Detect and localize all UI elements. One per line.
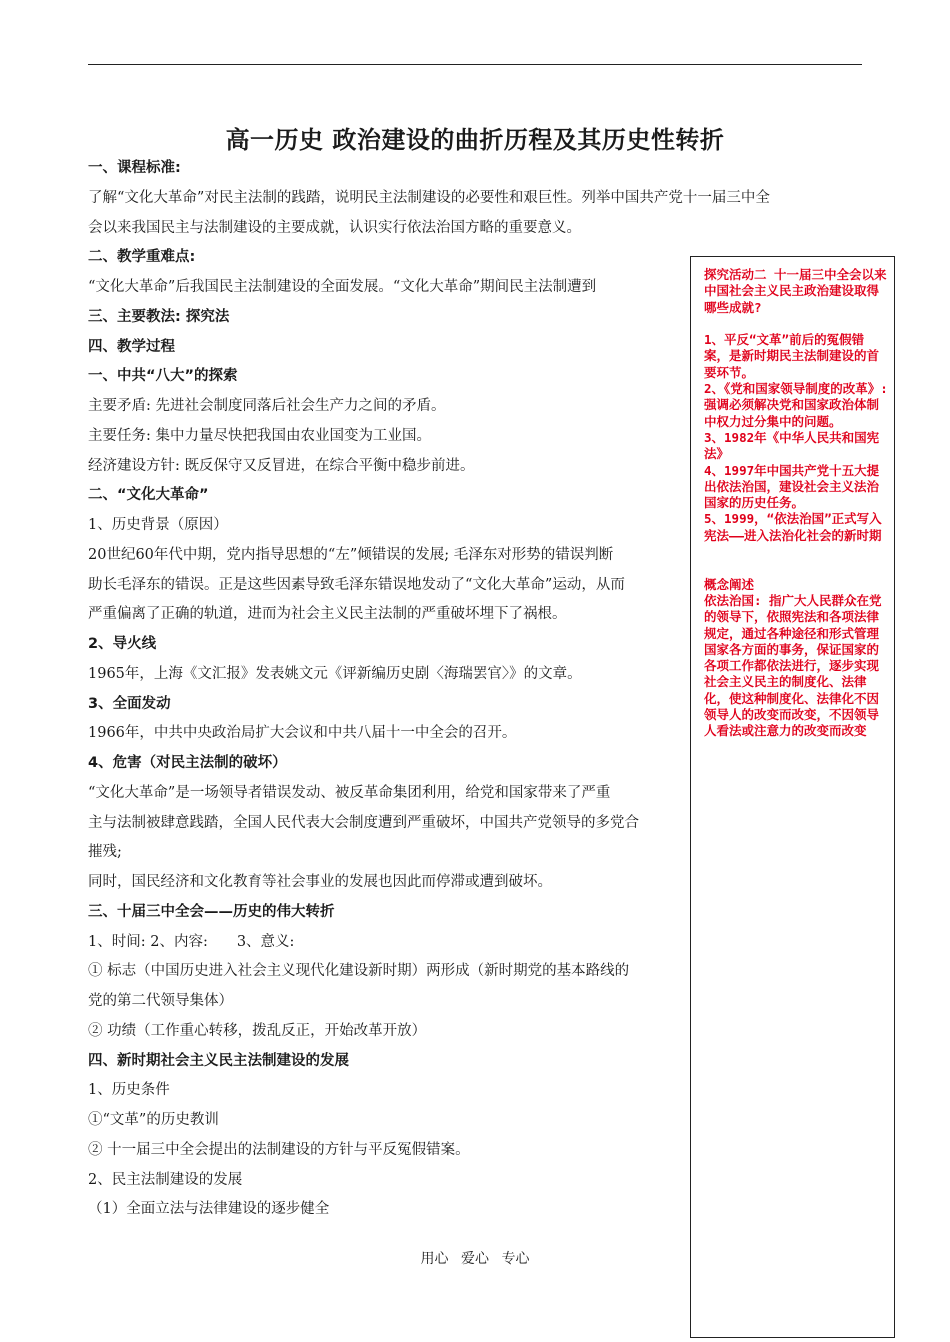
text-line: 严重偏离了正确的轨道，进而为社会主义民主法制的严重破坏埋下了祸根。 <box>88 606 567 623</box>
sidebar-paragraph <box>704 316 888 332</box>
text-line: ① 标志（中国历史进入社会主义现代化建设新时期）两形成（新时期党的基本路线的 <box>88 963 630 980</box>
section-heading: 四、教学过程 <box>88 338 175 355</box>
text-line: 1、时间: 2、内容: 3、意义: <box>88 933 295 950</box>
header-rule <box>88 64 862 65</box>
text-line: 经济建设方针: 既反保守又反冒进，在综合平衡中稳步前进。 <box>88 457 475 474</box>
text-line: 党的第二代领导集体） <box>88 993 233 1009</box>
text-line: “文化大革命”是一场领导者错误发动、被反革命集团利用，给党和国家带来了严重 <box>88 784 611 801</box>
footer-word: 用心 <box>420 1251 449 1267</box>
text-line: ② 功绩（工作重心转移，拨乱反正，开始改革开放） <box>88 1022 427 1039</box>
sidebar-paragraph: 3、1982年《中华人民共和国宪法》 <box>704 429 880 462</box>
sidebar-paragraph: 5、1999，“依法治国”正式写入宪法——进入法治化社会的新时期 <box>704 511 882 543</box>
section-heading: 一、课程标准: <box>88 160 181 176</box>
text-line: 主要任务: 集中力量尽快把我国由农业国变为工业国。 <box>88 427 431 444</box>
section-heading: 2、导火线 <box>88 636 157 652</box>
text-line: 会以来我国民主与法制建设的主要成就，认识实行依法治国方略的重要意义。 <box>88 219 581 236</box>
text-line: 1、历史条件 <box>88 1082 170 1099</box>
sidebar-paragraph: 探究活动二 十一届三中全会以来中国社会主义民主政治建设取得哪些成就? <box>704 267 887 315</box>
sidebar-paragraph <box>704 544 888 560</box>
section-heading: 四、新时期社会主义民主法制建设的发展 <box>88 1052 349 1069</box>
text-line: （1）全面立法与法律建设的逐步健全 <box>88 1201 330 1218</box>
text-line: 1965年，上海《文汇报》发表姚文元《评新编历史剧〈海瑞罢官〉》的文章。 <box>88 665 582 682</box>
text-line: 同时，国民经济和文化教育等社会事业的发展也因此而停滞或遭到破坏。 <box>88 874 552 890</box>
text-line: 1966年，中共中央政治局扩大会议和中共八届十一中全会的召开。 <box>88 725 517 742</box>
section-heading: 三、主要教法: 探究法 <box>88 308 230 325</box>
sidebar-paragraph: 依法治国: 指广大人民群众在党的领导下，依照宪法和各项法律规定，通过各种途径和形式管理国家各方面的事务，保证国家的各项工作都依法进行，逐步实现社会主义民主的制度化、法律化，使这种制度化、法律化不因领导人的改变而改变，不因领导人看法或注意力的改变而改变 <box>704 592 882 739</box>
text-line: 1、历史背景（原因） <box>88 517 228 533</box>
section-heading: 二、“文化大革命” <box>88 487 209 504</box>
section-heading: 3、全面发动 <box>88 695 171 712</box>
text-line: 助长毛泽东的错误。正是这些因素导致毛泽东错误地发动了“文化大革命”运动，从而 <box>88 576 625 593</box>
sidebar-paragraph: 4、1997年中国共产党十五大提出依法治国，建设社会主义法治国家的历史任务。 <box>704 462 880 511</box>
sidebar-paragraph: 1、平反“文革”前后的冤假错案，是新时期民主法制建设的首要环节。 <box>704 332 880 380</box>
sidebar-paragraph: 概念阐述 <box>704 576 755 592</box>
section-heading: 4、危害（对民主法制的破坏） <box>88 755 287 771</box>
text-line: 主要矛盾: 先进社会制度同落后社会生产力之间的矛盾。 <box>88 398 446 414</box>
text-line: 2、民主法制建设的发展 <box>88 1171 243 1188</box>
sidebar-paragraph <box>704 560 888 576</box>
footer-word: 专心 <box>501 1251 530 1267</box>
footer <box>0 1248 950 1268</box>
page-title: 高一历史 政治建设的曲折历程及其历史性转折 <box>225 126 725 154</box>
section-heading: 二、教学重难点: <box>88 249 196 266</box>
text-line: “文化大革命”后我国民主法制建设的全面发展。“文化大革命”期间民主法制遭到 <box>88 279 597 295</box>
sidebar-note-box <box>690 256 895 1338</box>
text-line: 了解“文化大革命”对民主法制的践踏，说明民主法制建设的必要性和艰巨性。列举中国共产党十一届三中全 <box>88 189 770 206</box>
section-heading: 一、中共“八大”的探索 <box>88 368 238 385</box>
section-heading: 三、十届三中全会——历史的伟大转折 <box>88 903 335 920</box>
footer-word: 爱心 <box>461 1251 489 1267</box>
sidebar-paragraph: 2、《党和国家领导制度的改革》: 强调必须解决党和国家政治体制中权力过分集中的问题。 <box>704 381 888 429</box>
text-line: 主与法制被肆意践踏，全国人民代表大会制度遭到严重破坏，中国共产党领导的多党合 <box>88 814 639 831</box>
text-line: 20世纪60年代中期，党内指导思想的“左”倾错误的发展; 毛泽东对形势的错误判断 <box>88 546 614 563</box>
text-line: 摧残; <box>88 844 122 861</box>
text-line: ② 十一届三中全会提出的法制建设的方针与平反冤假错案。 <box>88 1141 470 1158</box>
text-line: ①“文革”的历史教训 <box>88 1112 219 1128</box>
